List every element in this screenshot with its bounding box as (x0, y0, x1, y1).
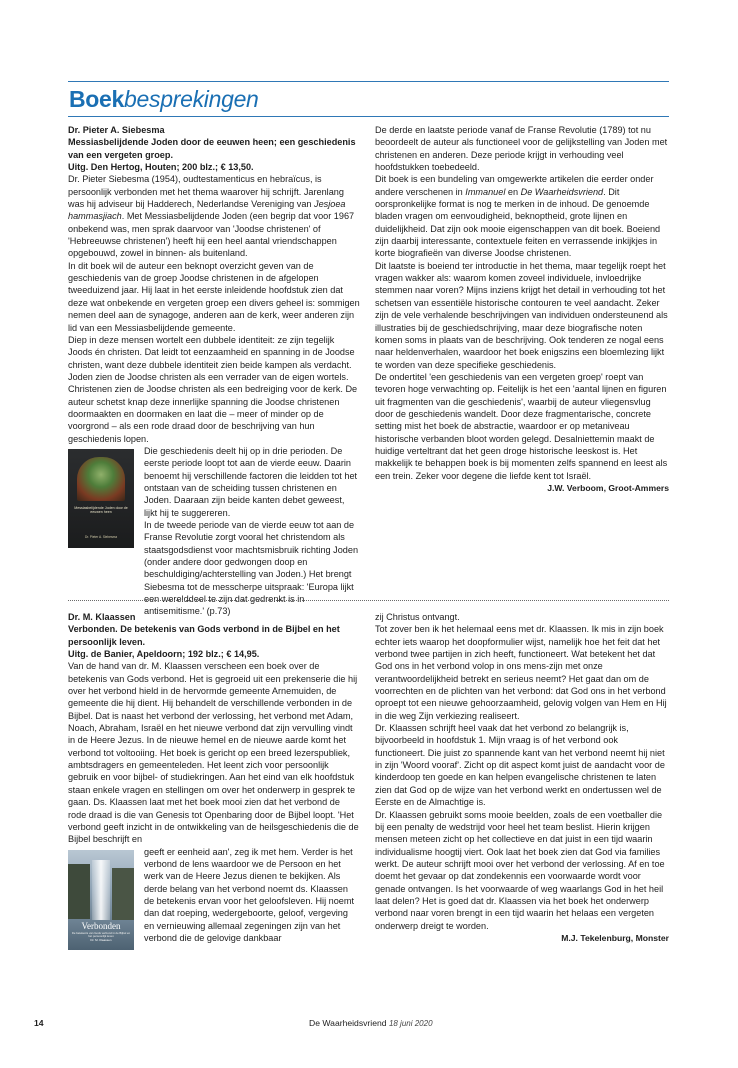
review-2-cover-subtitle: De betekenis van Gods verbond in de Bijbel en het persoonlijk leven (71, 930, 131, 938)
issue-date: 18 juni 2020 (388, 1019, 433, 1028)
review-1-paragraph-3: Diep in deze mensen wortelt een dubbele identiteit: ze zijn tegelijk Joods én christen. Dat leidt tot eenzaamheid en spanning in de Joodse christen, want deze dubbele identiteit zien beide kampen als verdacht. Joden zien de Joodse christen als een verrader van de eigen wortels. Christenen zien de Joodse christen als een bedreiging voor de kerk. De auteur schetst knap deze innerlijke spanning die Joodse christenen doormaakten en doormaken en laat die – meer of minder op de voorgrond – als een rode draad door de beschrijving van hun geschiedenis lopen. (68, 334, 358, 444)
cover-rock-right (112, 868, 134, 920)
review-1-paragraph-1: Dr. Pieter Siebesma (1954), oudtestamenticus en hebraïcus, is persoonlijk verbonden met het thema waarover hij schrijft. Jarenlang was hij adviseur bij Hadderech, Nederlandse Vereniging van Jesjoea hammasjiach. Met Messiasbelijdende Joden (een begrip dat voor 1967 onbekend was, men sprak daarvoor van 'Joodse christenen' of 'Hebreeuwse christenen') heeft hij een heel aantal vriendschappen opgebouwd, zowel in binnen- als buitenland. (68, 174, 355, 259)
review-2-author: Dr. M. Klaassen (68, 612, 136, 622)
review-2-paragraph-1-wrap: geeft er eenheid aan', zeg ik met hem. Verder is het verbond de lens waardoor we de Persoon en het werk van de Heere Jezus dienen te bekijken. Als derde belang van het verbond noemt ds. Klaassen de betekenis ervan voor het geloofsleven. Hij noemt dan dat roeping, wedergeboorte, geloof, vergeving en vernieuwing allemaal zegeningen zijn van het verbond die de gelovige dankbaar (144, 846, 354, 943)
section-heading (69, 87, 259, 111)
review-2-publisher: Uitg. de Banier, Apeldoorn; 192 blz.; € 14,95. (68, 649, 260, 660)
review-1-cover-title: Messiasbelijdende Joden door de eeuwen heen (74, 505, 128, 515)
review-1-paragraph-7: Dit boek is een bundeling van omgewerkte artikelen die eerder onder andere verschenen in Immanuel en De Waarheidsvriend. Dit oorspronkelijke format is nog te merken in de inhoud. De genoemde bladen vragen om eenvoudigheid, beknoptheid, grote lijnen en duidelijkheid. Dat zijn ook mooie eigenschappen van dit boek. Boeiend zijn daarbij interessante, contextuele feiten en verrassende inkijkjes in korte biografieën van diverse Joodse christenen. (375, 174, 661, 259)
review-1-title: Messiasbelijdende Joden door de eeuwen heen; een geschiedenis van een vergeten groep. (68, 137, 356, 160)
review-2-column-2 (375, 611, 669, 944)
review-2-paragraph-1: Van de hand van dr. M. Klaassen verscheen een boek over de betekenis van Gods verbond. Het is gegroeid uit een prekenserie die hij over het verbond hield in de hervormde gemeente Arnemuiden, de gemeente die hij dient. Hij behandelt de verschillende verbonden in de Bijbel. Dat is naast het verbond der verlossing, het verbond met Adam, Noach, Abraham, Israël en het nieuwe verbond dat zijn vervulling vindt in de Heere Jezus. In de nieuwe hemel en de nieuwe aarde komt het verbond tot voltooiing. Het boek is gericht op een breed lezerspubliek, ambtsdragers en gemeenteleden. Het leent zich voor persoonlijk gebruik en voor bijbel- of studiekringen. Aan het eind van elk hoofdstuk staan enkele vragen en stellingen om over het onderwerp in gesprek te gaan. Ds. Klaassen laat met het boek mooi zien dat het verbond de rode draad is die van Genesis tot Openbaring door de Bijbel loopt. 'Het verbond geeft inzicht in de ontwikkeling van de heilsgeschiedenis die de Bijbel beschrijft en (68, 661, 359, 845)
heading-italic: besprekingen (124, 86, 259, 112)
review-2-reviewer: M.J. Tekelenburg, Monster (561, 932, 669, 943)
review-1-paragraph-2: In dit boek wil de auteur een beknopt overzicht geven van de geschiedenis van de groep Joodse christenen in de afgelopen tweeduizend jaar. Hij laat in het eerste inleidende hoofdstuk zien dat deze wat onbekende en vergeten groep een divers geheel is: sommigen nemen deel aan de synagoge, anderen aan de kerk, weer anderen zijn lid van een Messiasbelijdende gemeente. (68, 260, 360, 333)
review-1-paragraph-4: Die geschiedenis deelt hij op in drie perioden. De eerste periode loopt tot aan de vierde eeuw. Daarin benoemt hij verschillende factoren die leidden tot het ontstaan van de scheiding tussen christenen en Joden. Daaraan zijn beide kanten debet geweest, lijkt hij te suggereren. (144, 445, 358, 518)
review-1-column-1 (68, 124, 360, 618)
review-2-title: Verbonden. De betekenis van Gods verbond in de Bijbel en het persoonlijk leven. (68, 624, 340, 647)
review-2-paragraph-1-end: zij Christus ontvangt. (375, 612, 460, 622)
review-1-author: Dr. Pieter A. Siebesma (68, 125, 165, 135)
magazine-name: De Waarheidsvriend (309, 1018, 387, 1028)
review-2-cover-title: Verbonden (81, 920, 121, 931)
review-1-cover-author: Dr. Pieter A. Siebesma (84, 534, 118, 539)
heading-bold: Boek (69, 86, 125, 112)
review-1-paragraph-9: De ondertitel 'een geschiedenis van een vergeten groep' roept van tevoren hoge verwachting op. Feitelijk is het een 'aantal lijnen en figuren uit fragmenten van die geschiedenis', waarbij de auteur vliegensvlug door de geschiedenis wandelt. Door deze fragmentarische, concrete setting mist het boek de abstractie, waardoor er op metaniveau historische verbanden bloot worden gelegd. Desalniettemin maakt de huidige verteltrant dat het geen droge historische leeskost is. Het makkelijk te behappen boek is bij momenten zelfs spannend en leest als een trein. Zeker voor degene die liefde kent tot Israël. (375, 371, 668, 481)
review-2-paragraph-3: Dr. Klaassen schrijft heel vaak dat het verbond zo belangrijk is, bijvoorbeeld in hoofdstuk 1. Mijn vraag is of het verbond ook functioneert. Die juist zo spannende kant van het verbond neemt hij niet in zijn 'Woord vooraf'. Zicht op dit aspect komt juist de aandacht voor de kinderdoop ten goede en kan helpen evangelische christenen te laten zien dat God op de wijze van het verbond werkt en ondertussen wel de Eerste en de Almachtige is. (375, 723, 665, 808)
review-2-cover-wrap (68, 846, 360, 950)
review-1-paragraph-6: De derde en laatste periode vanaf de Franse Revolutie (1789) tot nu beoordeelt de auteur als functioneel voor de gelijkstelling van Joden met christenen en anderen. Deze periode krijgt in verhouding veel hoofdstukken toebedeeld. (375, 125, 668, 173)
waterfall-image (92, 860, 110, 920)
review-1-reviewer: J.W. Verboom, Groot-Ammers (547, 482, 669, 493)
review-2-column-1 (68, 611, 360, 950)
review-1-book-cover (68, 449, 134, 548)
review-1-publisher: Uitg. Den Hertog, Houten; 200 blz.; € 13,50. (68, 162, 254, 173)
page-number: 14 (34, 1018, 44, 1028)
review-2-cover-author: Dr. M. Klaassen (90, 938, 112, 943)
heading-rule (68, 116, 669, 117)
review-2-paragraph-4: Dr. Klaassen gebruikt soms mooie beelden, zoals de een voetballer die bij een penalty de wedstrijd voor heel het team beslist. Hierin krijgen mensen meteen zicht op het collectieve en dat juist in een tijd waarin individualisme hoogtij viert. Ook laat het boek zien dat God via families werkt. De auteur schrijft mooi over het verbond der verlossing. Af en toe doemt het gevaar op dat zondekennis een voorwaarde wordt voor genade ontvangen. Is het voorwaarde of weg waarlangs God in het heil laat delen? Het is goed dat dr. Klaassen via het boek het onderwerp verbond naar voren brengt in een tijd waarin het helaas een vergeten onderwerp dreigt te worden. (375, 809, 665, 931)
review-2-paragraph-2: Tot zover ben ik het helemaal eens met dr. Klaassen. Ik mis in zijn boek echter iets waarop het doopformulier wijst, namelijk hoe het feit dat het verbond twee partijen in zich heeft, functioneert. Wat betekent het dat God ons in het verbond volop in ons mens-zijn met onze verantwoordelijkheid betrekt en serieus neemt? Het gaat dan om de voorrechten en de plichten van het verbond: dat God ons in het verbond oproept tot een nieuwe gehoorzaamheid, gelovig volgen van Hem en Hij in die weg Zijn verkiezing realiseert. (375, 624, 667, 721)
footer-magazine (309, 1018, 433, 1028)
review-1-paragraph-8: Dit laatste is boeiend ter introductie in het thema, maar tegelijk roept het vragen wakker als: waarom komen zoveel individuele, invloedrijke stemmen naar voren? Mijns inziens krijgt het detail in verhouding tot het schetsen van essentiële historische contouren te veel aandacht. Zeker zijn de vele verhalende beschrijvingen van individuen ondersteunend als illustraties bij de geschiedschrijving, maar deze biografische noten komen soms in plaats van de beschrijving. Ook tenderen ze nogal eens naar heldenverhalen, waardoor het boek enigszins een bloemlezing lijkt te worden van deze specifieke geschiedenis. (375, 260, 668, 370)
top-rule (68, 81, 669, 82)
cover-rock-left (68, 864, 90, 919)
review-2-book-cover (68, 850, 134, 950)
review-1-cover-wrap (68, 445, 360, 618)
review-1-paragraph-5: In de tweede periode van de vierde eeuw tot aan de Franse Revolutie zorgt vooral het christendom als staatsgodsdienst voor machtsmisbruik richting Joden (onder andere door gedwongen doop en beschuldiging/achterstelling van Joden.) Het brengt Siebesma tot de messcherpe uitspraak: 'Europa lijkt een werelddeel te zijn dat gedrenkt is in antisemitisme.' (p.73) (144, 520, 359, 617)
review-1-column-2 (375, 124, 669, 494)
review-divider (68, 600, 669, 601)
stained-glass-window-image (77, 457, 125, 501)
